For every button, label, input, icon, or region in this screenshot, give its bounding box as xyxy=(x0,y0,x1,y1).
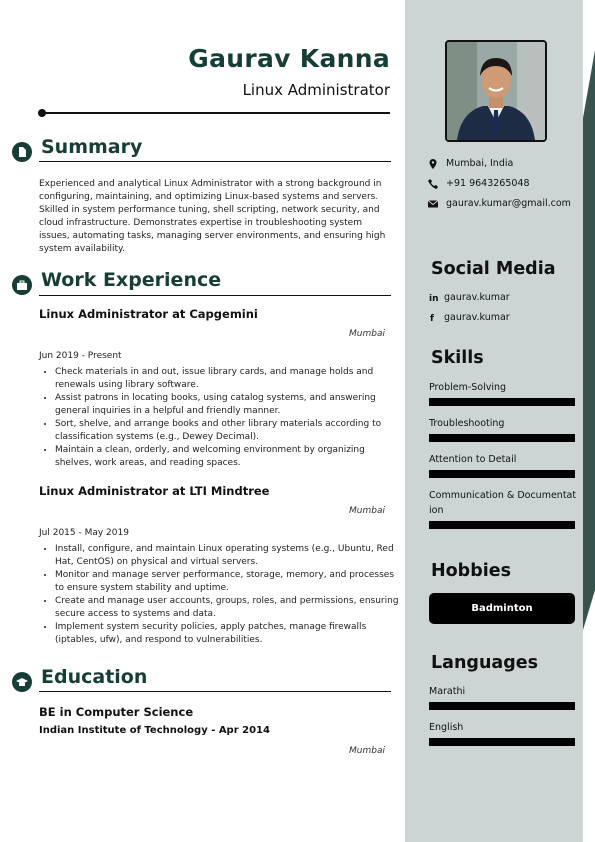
job-duty: • Install, configure, and maintain Linux operating systems (e.g., Ubuntu, Red Hat, CentOS) on physical and virtual servers. xyxy=(55,543,400,569)
job-duty: • Create and manage user accounts, groups, roles, and permissions, ensuring secure access to systems and data. xyxy=(55,595,400,621)
contact-phone: +91 9643265048 xyxy=(446,178,530,189)
skill-bar xyxy=(429,470,575,478)
job-duty: • Monitor and manage server performance, storage, memory, and processes to ensure system stability and uptime. xyxy=(55,569,400,595)
skill-bar xyxy=(429,434,575,442)
hobby-badge: Badminton xyxy=(429,593,575,624)
education-section-icon xyxy=(12,672,32,692)
work-experience-section-icon xyxy=(12,275,32,295)
job-duties-list xyxy=(39,543,400,647)
summary-heading: Summary xyxy=(41,136,143,158)
education-school: Indian Institute of Technology - Apr 2014 xyxy=(39,725,270,736)
job-dates: Jul 2015 - May 2019 xyxy=(39,528,129,538)
social-linkedin-handle[interactable]: gaurav.kumar xyxy=(444,292,510,303)
education-rule xyxy=(39,691,391,692)
contact-email[interactable]: gaurav.kumar@gmail.com xyxy=(446,198,571,209)
email-icon xyxy=(428,199,438,209)
profile-photo xyxy=(445,40,547,142)
job-duty: • Check materials in and out, issue library cards, and manage holds and renewals using library software. xyxy=(55,366,400,392)
skill-label: Problem-Solving xyxy=(429,382,507,393)
work-experience-heading: Work Experience xyxy=(41,269,222,291)
job-duty: • Implement system security policies, apply patches, manage firewalls (iptables, ufw), and respond to vulnerabilities. xyxy=(55,621,400,647)
social-facebook-handle[interactable]: gaurav.kumar xyxy=(444,312,510,323)
job-duty: • Sort, shelve, and arrange books and other library materials according to classification systems (e.g., Dewey Decimal). xyxy=(55,418,400,444)
facebook-icon: f xyxy=(430,314,434,324)
job-title: Linux Administrator at Capgemini xyxy=(39,307,258,321)
skills-heading: Skills xyxy=(431,348,484,368)
job-dates: Jun 2019 - Present xyxy=(39,351,122,361)
contact-location: Mumbai, India xyxy=(446,158,514,169)
summary-rule xyxy=(39,161,391,162)
skill-bar xyxy=(429,398,575,406)
header-rule xyxy=(42,112,390,114)
phone-icon xyxy=(428,179,438,189)
job-duties-list xyxy=(39,366,400,470)
skill-label: Attention to Detail xyxy=(429,454,517,465)
location-pin-icon xyxy=(428,159,438,169)
languages-heading: Languages xyxy=(431,653,539,673)
education-degree: BE in Computer Science xyxy=(39,705,194,719)
job-duty: • Assist patrons in locating books, using catalog systems, and answering general inquiries in a helpful and friendly manner. xyxy=(55,392,400,418)
language-bar xyxy=(429,702,575,710)
summary-section-icon xyxy=(12,142,32,162)
language-bar xyxy=(429,738,575,746)
decorative-edge-strip xyxy=(583,0,595,842)
education-heading: Education xyxy=(41,666,148,688)
language-label: English xyxy=(429,722,464,733)
hobbies-heading: Hobbies xyxy=(431,561,512,581)
social-media-heading: Social Media xyxy=(431,259,556,279)
language-label: Marathi xyxy=(429,686,466,697)
job-location: Mumbai xyxy=(349,506,385,516)
candidate-role: Linux Administrator xyxy=(242,81,390,99)
linkedin-icon: in xyxy=(429,294,439,304)
skill-bar xyxy=(429,521,575,529)
summary-text: Experienced and analytical Linux Administrator with a strong background in configuring, maintaining, and optimizing Linux-based systems and servers. Skilled in system performance tuning, shell scripting, network security, and cloud infrastructure. Demonstrates expertise in troubleshooting system issues, automating tasks, managing server environments, and ensuring high system availability. xyxy=(39,179,386,254)
job-location: Mumbai xyxy=(349,329,385,339)
work-experience-rule xyxy=(39,295,391,296)
job-duty: • Maintain a clean, orderly, and welcoming environment by organizing shelves, work areas, and reading spaces. xyxy=(55,444,400,470)
candidate-name: Gaurav Kanna xyxy=(188,44,390,73)
skill-label: Troubleshooting xyxy=(429,418,505,429)
job-title: Linux Administrator at LTI Mindtree xyxy=(39,484,270,498)
education-location: Mumbai xyxy=(349,746,385,756)
skill-label: Communication & Documentation xyxy=(429,490,577,516)
